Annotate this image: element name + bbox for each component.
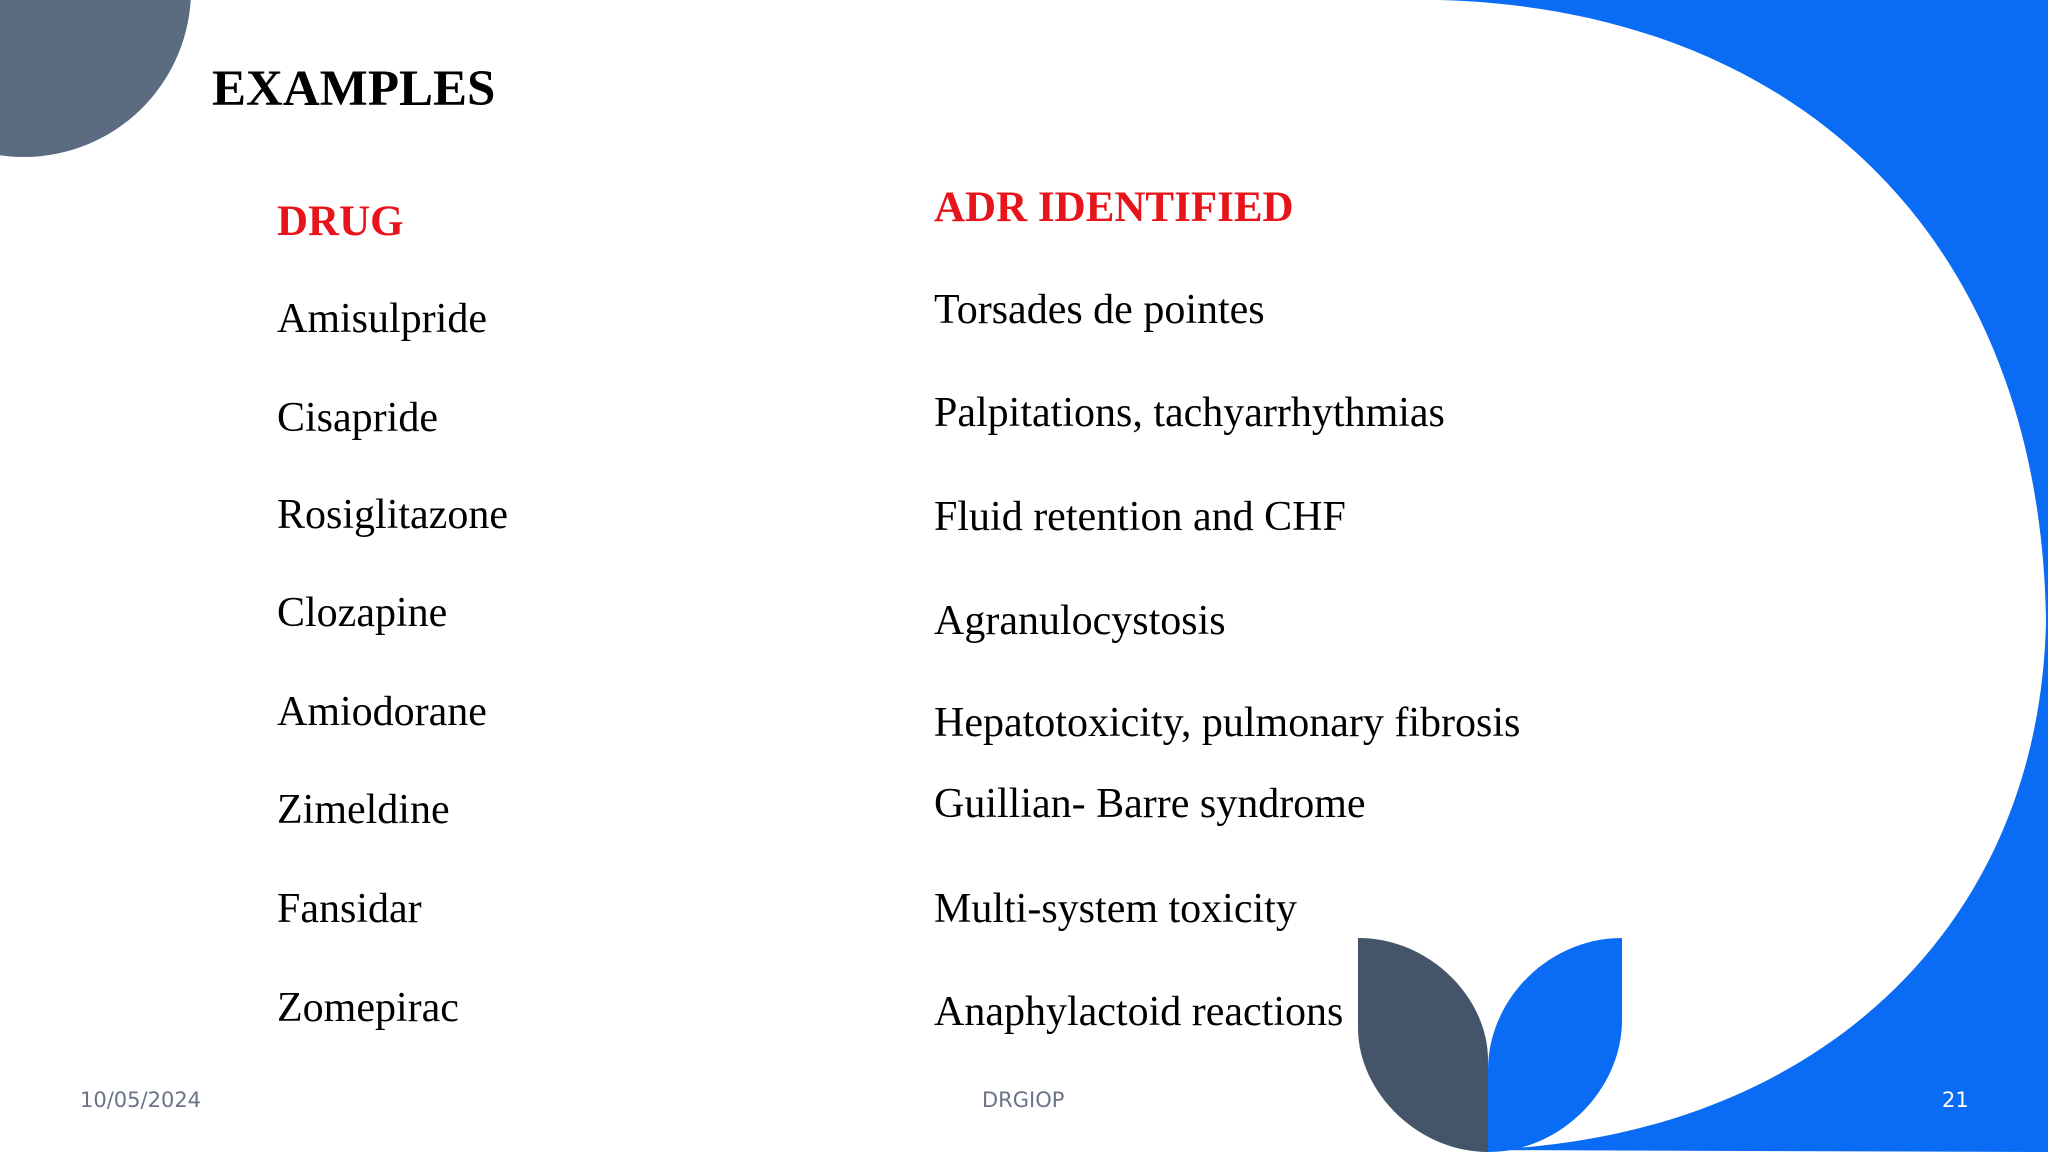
adr-cell: Agranulocystosis xyxy=(934,598,1226,644)
adr-cell: Guillian- Barre syndrome xyxy=(934,781,1366,827)
drug-cell: Fansidar xyxy=(277,886,422,932)
adr-column-header: ADR IDENTIFIED xyxy=(934,184,1294,231)
slide-title: EXAMPLES xyxy=(212,61,496,117)
drug-cell: Clozapine xyxy=(277,590,448,636)
corner-circle-shape xyxy=(0,0,191,157)
footer-center-text: DRGIOP xyxy=(982,1088,1065,1112)
drug-cell: Zimeldine xyxy=(277,787,450,833)
leaf-left-shape xyxy=(1358,938,1488,1152)
adr-cell: Fluid retention and CHF xyxy=(934,494,1346,540)
leaf-right-shape xyxy=(1488,938,1622,1152)
footer-date: 10/05/2024 xyxy=(80,1088,202,1112)
drug-cell: Amiodorane xyxy=(277,689,487,735)
adr-cell: Multi-system toxicity xyxy=(934,886,1297,932)
slide-number: 21 xyxy=(1942,1088,1969,1112)
adr-cell: Palpitations, tachyarrhythmias xyxy=(934,390,1445,436)
adr-cell: Torsades de pointes xyxy=(934,287,1265,333)
drug-cell: Rosiglitazone xyxy=(277,492,508,538)
drug-cell: Amisulpride xyxy=(277,296,487,342)
drug-cell: Cisapride xyxy=(277,395,438,441)
adr-cell: Anaphylactoid reactions xyxy=(934,989,1344,1035)
adr-cell: Hepatotoxicity, pulmonary fibrosis xyxy=(934,700,1521,746)
drug-column-header: DRUG xyxy=(277,198,404,245)
drug-cell: Zomepirac xyxy=(277,985,459,1031)
